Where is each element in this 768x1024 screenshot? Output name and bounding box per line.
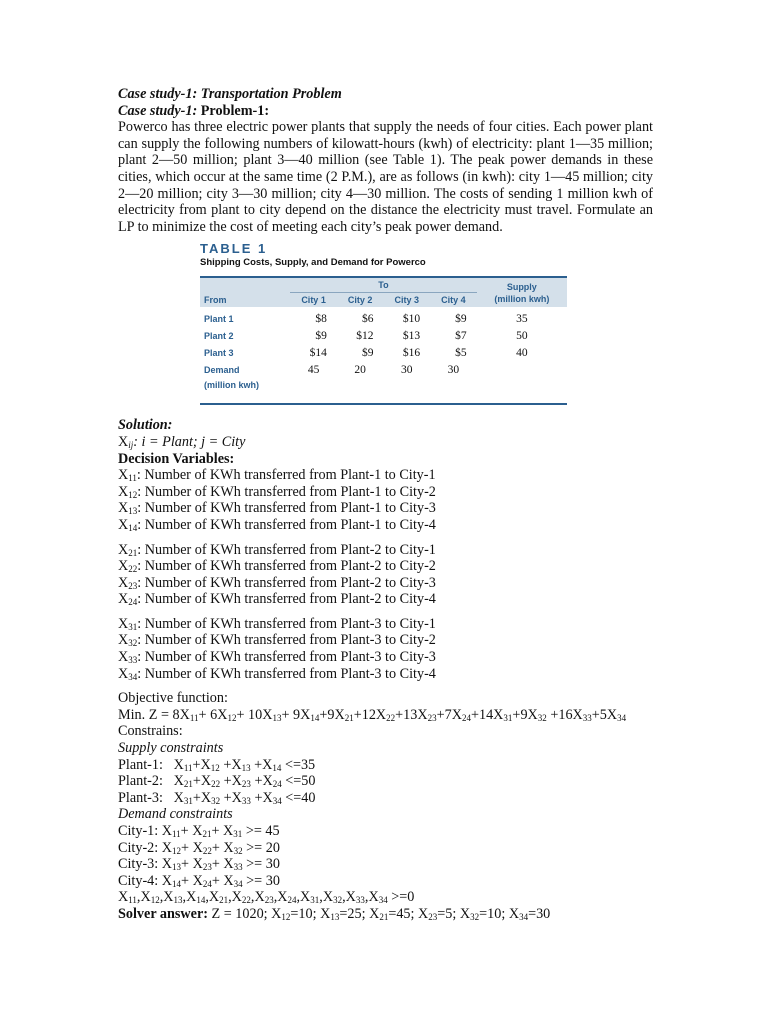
- variable-subscript: 33: [128, 655, 138, 666]
- variable-subscript: 33: [241, 795, 251, 806]
- variable-subscript: 11: [172, 829, 181, 839]
- variable-subscript: 13: [241, 762, 251, 773]
- variable-subscript: 12: [227, 712, 237, 723]
- variable-subscript: 31: [128, 621, 138, 632]
- variable-subscript: 32: [211, 795, 221, 806]
- constraints-label: Constrains:: [118, 723, 183, 740]
- variable-subscript: 24: [272, 779, 282, 790]
- variable-subscript: 22: [128, 564, 138, 575]
- variable-subscript: 24: [461, 712, 471, 723]
- table-heading: TABLE 1: [200, 241, 268, 257]
- variable-subscript: 12: [210, 762, 220, 773]
- table-row: Plant 3 $14 $9 $16 $5 40: [204, 347, 528, 360]
- demand-constraints-label: Demand constraints: [118, 806, 233, 823]
- variable-subscript: 33: [355, 895, 365, 906]
- table-header-row-to: [200, 277, 567, 293]
- problem-title-suffix: Problem-1:: [197, 102, 270, 119]
- supply-constraint-row: Plant-3: $X_{31}+X_{32} +X_{33} +X_{34} <=40$: [118, 789, 316, 806]
- variable-subscript: 14: [196, 895, 206, 906]
- variable-subscript: 32: [470, 911, 480, 922]
- supply-constraint-list: [118, 757, 653, 807]
- objective-label: Objective function:: [118, 690, 228, 707]
- xij-definition: $X_{ij}$: i = Plant; j = City: [118, 433, 246, 450]
- decision-variables-heading: Decision Variables:: [118, 450, 235, 467]
- spacer: [118, 608, 653, 616]
- variable-subscript: 21: [128, 547, 138, 558]
- variable-subscript: 11: [189, 712, 199, 723]
- variable-subscript: 23: [264, 895, 274, 906]
- solution-heading: Solution:: [118, 417, 173, 434]
- variable-subscript: 31: [183, 795, 193, 806]
- city-header: City 3: [394, 295, 420, 306]
- variable-subscript: 34: [378, 895, 388, 906]
- variable-subscript: 14: [272, 762, 282, 773]
- variable-subscript: 13: [173, 895, 183, 906]
- variable-subscript: 23: [202, 862, 212, 873]
- decision-variable-row: $X_{31}$: Number of KWh transferred from Plant-3 to City-1: [118, 615, 436, 632]
- variable-subscript: 34: [272, 795, 282, 806]
- to-header: To: [290, 277, 476, 293]
- spacer: [118, 534, 653, 542]
- variable-subscript: 14: [310, 712, 320, 723]
- variable-subscript: 22: [241, 895, 251, 906]
- variable-subscript: 22: [211, 779, 221, 790]
- variable-subscript: 21: [379, 911, 389, 922]
- variable-subscript: 23: [428, 911, 438, 922]
- variable-subscript: 14: [128, 522, 138, 533]
- problem-statement: Powerco has three electric power plants that supply the needs of four cities. Each power plant can supply the following numbers of kilowatt-hours (kwh) of electricity: plant 1—35 million; plant 2—50 million; plant 3—40 million (see Table 1). The peak power demands in these cities, which occur at the same time (2 P.M.), are as follows (in kwh): city 1—45 million; city 2—20 million; city 3—30 million; city 4—30 million. The costs of sending 1 million kwh of electricity from plant to city depend on the distance the electricity must travel. Formulate an LP to minimize the cost of meeting each city’s peak power demand.: [118, 119, 653, 235]
- variable-subscript: 33: [233, 862, 243, 873]
- variable-subscript: 32: [537, 712, 547, 723]
- variable-subscript: 32: [233, 845, 243, 856]
- city-header: City 2: [347, 295, 373, 306]
- variable-subscript: 34: [519, 911, 529, 922]
- problem-title-prefix: Case study-1:: [118, 102, 198, 119]
- variable-subscript: 31: [310, 895, 320, 906]
- variable-subscript: 24: [202, 878, 212, 889]
- shipping-table-figure: [200, 241, 567, 405]
- variable-subscript: 24: [128, 597, 138, 608]
- decision-variable-row: $X_{21}$: Number of KWh transferred from Plant-2 to City-1: [118, 541, 436, 558]
- variable-subscript: 23: [427, 712, 437, 723]
- from-header: From: [204, 295, 227, 306]
- solver-answer: Solver answer: Z = 1020; $X_{12}=10$; $X_{13}=25$; $X_{21}=45$; $X_{23}=5$; $X_{32}=10$; $X_{34}=30$: [118, 905, 551, 922]
- spacer: [118, 682, 653, 690]
- city-header: City 4: [441, 295, 466, 306]
- variable-subscript: 13: [272, 712, 282, 723]
- case-study-title: Case study-1: Transportation Problem: [118, 86, 342, 102]
- decision-variable-row: $X_{11}$: Number of KWh transferred from Plant-1 to City-1: [118, 467, 436, 484]
- variable-subscript: 34: [617, 712, 627, 723]
- variable-subscript: 13: [128, 506, 138, 517]
- table-row: Plant 1 $8 $6 $10 $9 35: [204, 313, 528, 326]
- variable-subscript: 12: [128, 489, 138, 500]
- decision-variable-row: $X_{12}$: Number of KWh transferred from Plant-1 to City-2: [118, 483, 436, 500]
- variable-subscript: 31: [503, 712, 513, 723]
- variable-subscript: 34: [128, 671, 138, 682]
- city-header: City 1: [301, 295, 326, 306]
- variable-subscript: 12: [281, 911, 291, 922]
- variable-subscript: 24: [287, 895, 297, 906]
- variable-subscript: 22: [386, 712, 396, 723]
- variable-subscript: 21: [219, 895, 229, 906]
- variable-subscript: 13: [172, 862, 181, 873]
- document-page: [118, 86, 653, 923]
- non-negativity-constraint: $X_{11},X_{12},X_{13},X_{14},X_{21},X_{22},X_{23},X_{24},X_{31},X_{32},X_{33},X_{34} >=0$: [118, 889, 415, 906]
- demand-constraint-row: City-2: $X_{12}+ X_{22}+ X_{32} >= 20$: [118, 839, 280, 856]
- variable-subscript: 13: [330, 911, 340, 922]
- demand-constraint-row: City-3: $X_{13}+ X_{23}+ X_{33} >= 30$: [118, 856, 280, 873]
- variable-subscript: 11: [128, 895, 137, 906]
- decision-variable-row: $X_{34}$: Number of KWh transferred from Plant-3 to City-4: [118, 665, 436, 682]
- variable-subscript: 31: [233, 829, 243, 839]
- demand-constraint-row: City-1: $X_{11}+ X_{21}+ X_{31} >= 45$: [118, 823, 280, 839]
- variable-subscript: 32: [128, 638, 138, 649]
- shipping-table: [200, 276, 567, 405]
- decision-variable-row: $X_{32}$: Number of KWh transferred from Plant-3 to City-2: [118, 632, 436, 649]
- variable-subscript: 14: [172, 878, 181, 889]
- variable-subscript: 11: [183, 762, 193, 773]
- variable-subscript: 33: [582, 712, 592, 723]
- demand-constraint-row: City-4: $X_{14}+ X_{24}+ X_{34} >= 30$: [118, 872, 280, 889]
- variable-subscript: 23: [241, 779, 251, 790]
- demand-constraint-list: [118, 823, 653, 889]
- objective-function: Min. $Z = 8X_{11}+ 6X_{12}+ 10X_{13}+ 9X_{14}+9X_{21}+12X_{22}+13X_{23}+7X_{24}+14X_{31}+9X_{32} +16X_{33}+5X_{34}$: [118, 706, 627, 723]
- variable-subscript: 21: [202, 829, 212, 839]
- decision-variable-row: $X_{33}$: Number of KWh transferred from Plant-3 to City-3: [118, 649, 436, 666]
- variable-subscript: 21: [183, 779, 193, 790]
- problem-title: [118, 103, 653, 120]
- decision-variable-row: $X_{14}$: Number of KWh transferred from Plant-1 to City-4: [118, 516, 436, 533]
- variable-subscript: 12: [150, 895, 160, 906]
- supply-constraints-label: Supply constraints: [118, 740, 224, 757]
- decision-variable-row: $X_{23}$: Number of KWh transferred from Plant-2 to City-3: [118, 574, 436, 591]
- variable-subscript: 22: [202, 845, 212, 856]
- demand-row: Demand (million kwh) 45 20 30 30: [200, 362, 567, 404]
- variable-subscript: 12: [172, 845, 181, 856]
- supply-constraint-row: Plant-1: $X_{11}+X_{12} +X_{13} +X_{14} <=35$: [118, 756, 316, 773]
- variable-subscript: 11: [128, 473, 137, 484]
- decision-variable-row: $X_{13}$: Number of KWh transferred from Plant-1 to City-3: [118, 500, 436, 517]
- decision-variable-row: $X_{24}$: Number of KWh transferred from Plant-2 to City-4: [118, 591, 436, 608]
- table-row: Plant 2 $9 $12 $13 $7 50: [204, 330, 528, 343]
- variable-subscript: 32: [333, 895, 343, 906]
- supply-header: Supply (million kwh): [494, 281, 550, 304]
- supply-constraint-row: Plant-2: $X_{21}+X_{22} +X_{23} +X_{24} <=50$: [118, 773, 316, 790]
- variable-subscript: 21: [344, 712, 354, 723]
- decision-variable-row: $X_{22}$: Number of KWh transferred from Plant-2 to City-2: [118, 558, 436, 575]
- decision-variable-list: [118, 467, 653, 690]
- variable-subscript: 34: [233, 878, 243, 889]
- table-caption: Shipping Costs, Supply, and Demand for Powerco: [200, 257, 426, 269]
- variable-subscript: 23: [128, 580, 138, 591]
